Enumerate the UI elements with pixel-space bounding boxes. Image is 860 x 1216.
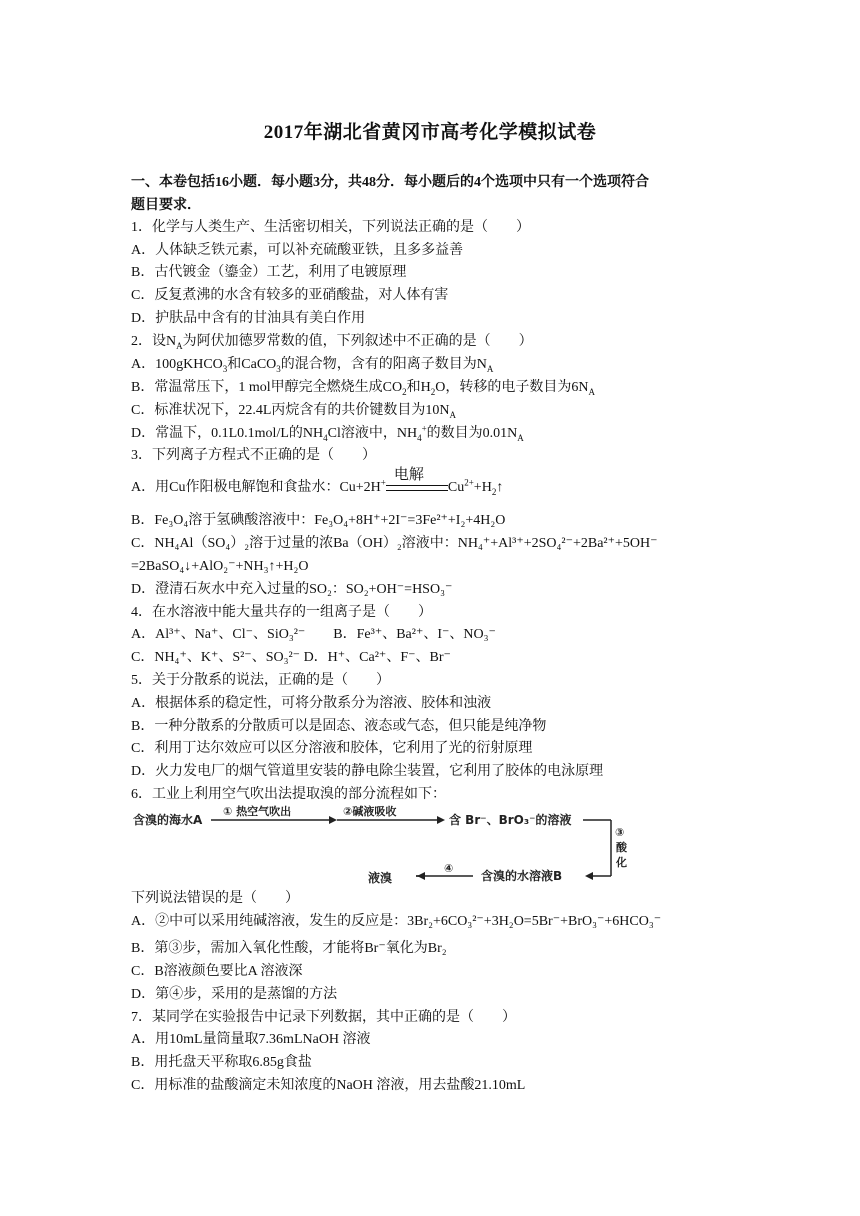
- flow-step3-number: ③: [615, 826, 625, 839]
- q2-option-d: D．常温下，0.1L0.1mol/L的$NH_4Cl$溶液中，$NH_4^+$的数目为$0.01N_A$: [131, 423, 524, 443]
- q7-option-a: A．用10mL量筒量取7.36mLNaOH 溶液: [131, 1032, 371, 1047]
- electrolysis-condition: 电解: [386, 479, 448, 497]
- q6-option-c: C．B溶液颜色要比A 溶液深: [131, 964, 303, 979]
- q6-option-d: D．第④步，采用的是蒸馏的方法: [131, 987, 338, 1002]
- flow-mid-label: 含 Br⁻、BrO₃⁻的溶液: [449, 813, 572, 827]
- flow-step4-label: ④: [444, 862, 454, 875]
- q7-option-b: B．用托盘天平称取6.85g食盐: [131, 1055, 312, 1070]
- q3-option-c-line1: C．NH₄Al（SO₄）₂溶于过量的浓Ba（OH）₂溶液中：NH₄⁺+Al³⁺+2SO₄²⁻+2Ba²⁺+5OH⁻: [131, 536, 658, 551]
- q1-option-c: C．反复煮沸的水含有较多的亚硝酸盐，对人体有害: [131, 288, 449, 303]
- q6-ask: 下列说法错误的是（ ）: [131, 891, 299, 906]
- q4-stem: 4．在水溶液中能大量共存的一组离子是（ ）: [131, 605, 432, 620]
- q1-option-a: A．人体缺乏铁元素，可以补充硫酸亚铁，且多多益善: [131, 243, 464, 258]
- page-title: 2017年湖北省黄冈市高考化学模拟试卷: [263, 122, 597, 143]
- flow-start-label: 含溴的海水A: [133, 813, 203, 827]
- q4-options-cd: C．NH₄⁺、K⁺、S²⁻、SO₃²⁻ D．H⁺、Ca²⁺、F⁻、Br⁻: [131, 650, 451, 665]
- q6-option-a: A．②中可以采用纯碱溶液，发生的反应是：3Br₂+6CO₃²⁻+3H₂O=5Br⁻+BrO₃⁻+6HCO₃⁻: [131, 914, 662, 929]
- flow-step2-label: ②碱液吸收: [343, 805, 397, 818]
- q3-stem: 3．下列离子方程式不正确的是（ ）: [131, 448, 376, 463]
- q1-option-b: B．古代镀金（鎏金）工艺，利用了电镀原理: [131, 265, 407, 280]
- q6-option-b: B．第③步，需加入氧化性酸，才能将Br⁻氧化为Br₂: [131, 941, 447, 956]
- q2-option-c: C．标准状况下，22.4L丙烷含有的共价键数目为$10N_A$: [131, 403, 456, 420]
- q3-option-c-line2: =2BaSO₄↓+AlO₂⁻+NH₃↑+H₂O: [131, 559, 309, 574]
- q3-option-b: B．Fe₃O₄溶于氢碘酸溶液中：Fe₃O₄+8H⁺+2I⁻=3Fe²⁺+I₂+4H₂O: [131, 513, 506, 528]
- q2-option-b: B．常温常压下，1 mol甲醇完全燃烧生成$CO_2$和$H_2O$，转移的电子数目为$6N_A$: [131, 380, 595, 397]
- q5-option-a: A．根据体系的稳定性，可将分散系分为溶液、胶体和浊液: [131, 696, 492, 711]
- q2-option-a: A．100gKHCO$_3$和CaCO$_3$的混合物，含有的阳离子数目为$N_A$: [131, 357, 494, 374]
- q6-stem: 6．工业上利用空气吹出法提取溴的部分流程如下：: [131, 787, 446, 802]
- flow-step3-label-b: 化: [616, 856, 627, 869]
- q3-option-a: A．用Cu作阳极电解饱和食盐水：Cu+2H+ 电解 $Cu^{2+}+H_2↑$: [131, 465, 504, 498]
- q7-option-c: C．用标准的盐酸滴定未知浓度的NaOH 溶液，用去盐酸21.10mL: [131, 1078, 526, 1093]
- q1-option-d: D．护肤品中含有的甘油具有美白作用: [131, 311, 366, 326]
- q5-option-c: C．利用丁达尔效应可以区分溶液和胶体，它利用了光的衍射原理: [131, 741, 533, 756]
- flow-step3-label-a: 酸: [616, 841, 627, 854]
- section-header-line2: 题目要求．: [131, 198, 201, 213]
- flow-end-label: 液溴: [368, 871, 393, 885]
- q3-option-d: D．澄清石灰水中充入过量的SO₂：SO₂+OH⁻=HSO₃⁻: [131, 582, 453, 597]
- q5-stem: 5．关于分散系的说法，正确的是（ ）: [131, 673, 390, 688]
- section-header-line1: 一、本卷包括16小题．每小题3分，共48分．每小题后的4个选项中只有一个选项符合: [131, 175, 649, 190]
- q5-option-b: B．一种分散系的分散质可以是固态、液态或气态，但只能是纯净物: [131, 719, 547, 734]
- bromine-extraction-flowchart: [131, 804, 641, 888]
- flow-step1-label: ① 热空气吹出: [223, 805, 292, 818]
- q4-options-ab: A．Al³⁺、Na⁺、Cl⁻、SiO₃²⁻ B．Fe³⁺、Ba²⁺、I⁻、NO₃⁻: [131, 627, 496, 642]
- q7-stem: 7．某同学在实验报告中记录下列数据，其中正确的是（ ）: [131, 1010, 516, 1025]
- q1-stem: 1．化学与人类生产、生活密切相关，下列说法正确的是（ ）: [131, 220, 530, 235]
- flow-liquid-b-label: 含溴的水溶液B: [481, 869, 563, 883]
- q2-stem: 2．设$N_A$为阿伏加德罗常数的值，下列叙述中不正确的是（ ）: [131, 334, 533, 351]
- q5-option-d: D．火力发电厂的烟气管道里安装的静电除尘装置，它利用了胶体的电泳原理: [131, 764, 604, 779]
